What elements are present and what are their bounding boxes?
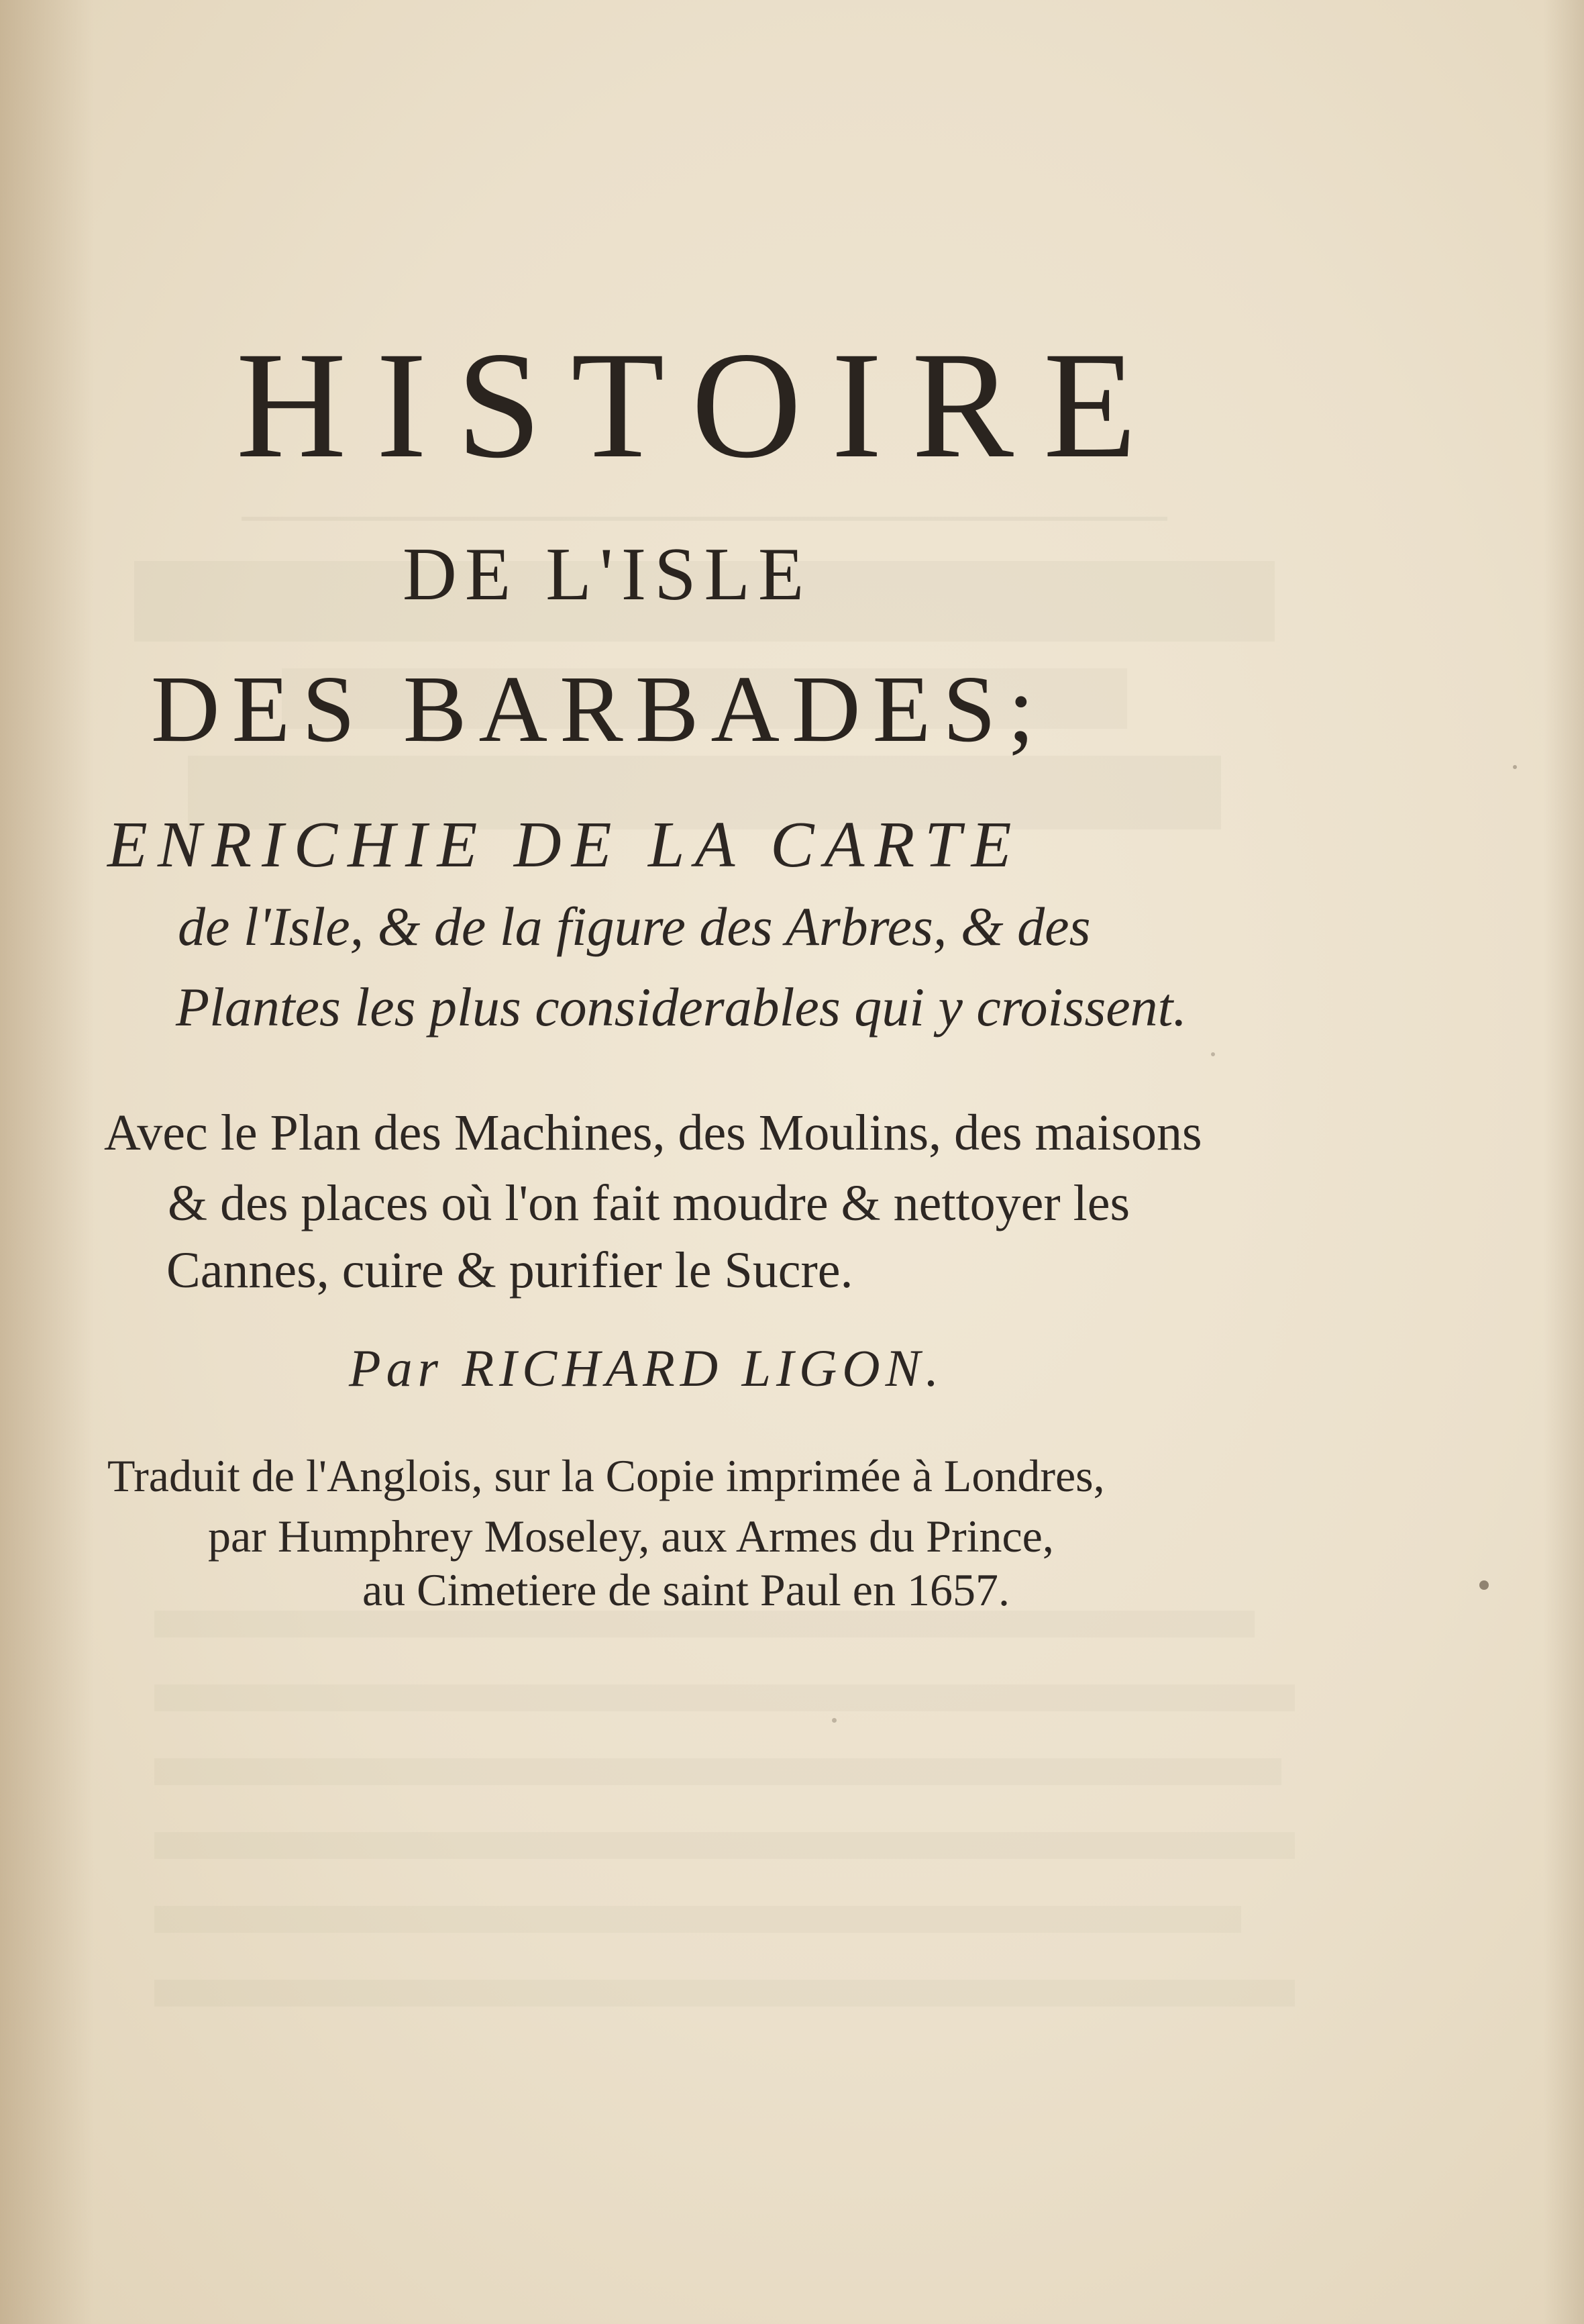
foxing-spot <box>1513 765 1517 769</box>
gutter-shadow <box>0 0 94 2324</box>
foxing-spot <box>832 1718 837 1723</box>
show-through-block <box>107 430 1302 856</box>
imprint-line-2: par Humphrey Moseley, aux Armes du Prince, <box>208 1511 1054 1562</box>
title-des-barbades: DES BARBADES; <box>151 656 1047 762</box>
title-histoire: HISTOIRE <box>235 321 1167 490</box>
description-line-3: Cannes, cuire & purifier le Sucre. <box>166 1242 853 1299</box>
author-line: Par RICHARD LIGON. <box>349 1339 945 1397</box>
foxing-spot <box>1479 1580 1489 1590</box>
enrichment-line-3: Plantes les plus considerables qui y croissent. <box>176 976 1187 1038</box>
enrichment-line-2: de l'Isle, & de la figure des Arbres, & des <box>178 896 1091 957</box>
enrichment-heading: ENRICHIE DE LA CARTE <box>107 809 1022 881</box>
page-edge-shadow <box>1544 0 1584 2324</box>
imprint-line-3: au Cimetiere de saint Paul en 1657. <box>362 1564 1010 1615</box>
foxing-spot <box>1211 1052 1215 1056</box>
title-de-lisle: DE L'ISLE <box>403 533 812 616</box>
description-line-1: Avec le Plan des Machines, des Moulins, des maisons <box>104 1105 1202 1161</box>
imprint-line-1: Traduit de l'Anglois, sur la Copie imprimée à Londres, <box>107 1450 1105 1501</box>
show-through-lines <box>154 1611 1295 2054</box>
description-line-2: & des places où l'on fait moudre & nettoyer les <box>168 1175 1130 1231</box>
